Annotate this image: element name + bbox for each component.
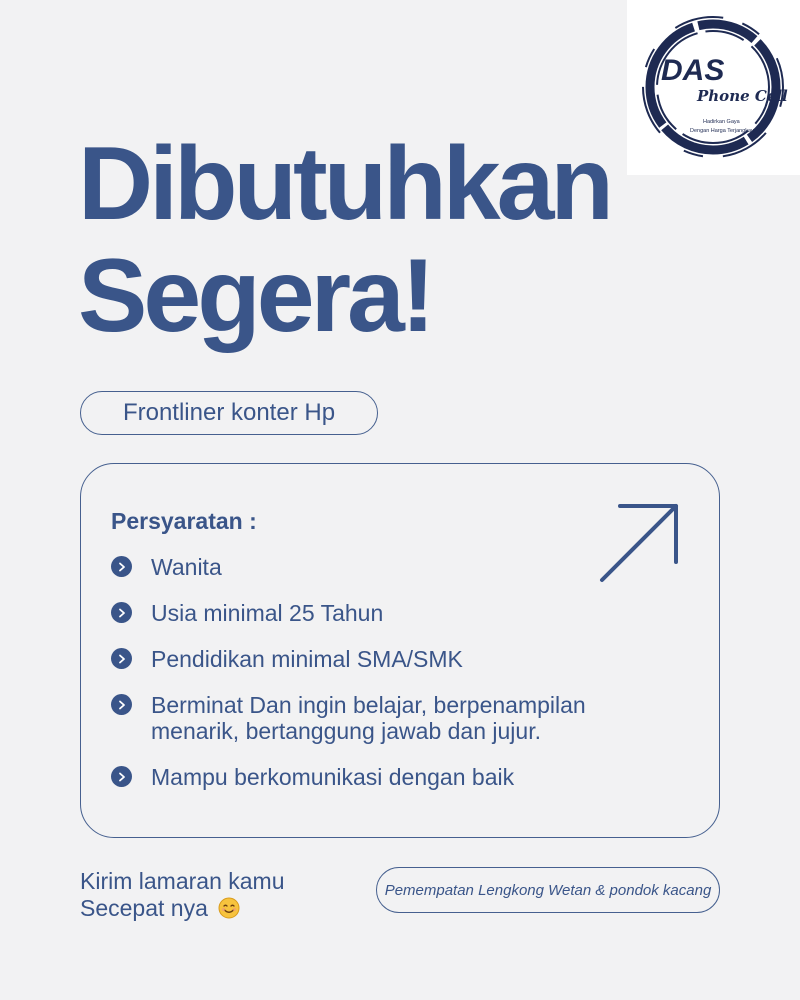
requirements-title: Persyaratan : — [111, 508, 257, 534]
list-item — [111, 764, 671, 790]
logo-brush-ring — [627, 0, 800, 175]
logo-tagline-1: Hadirkan Gaya — [703, 119, 740, 125]
smiling-face-icon — [218, 897, 240, 919]
requirements-card — [80, 463, 720, 838]
requirements-list — [111, 554, 671, 810]
chevron-right-icon — [111, 602, 132, 623]
chevron-right-icon — [111, 648, 132, 669]
requirement-text-continued: menarik, bertanggung jawab dan jujur. — [151, 718, 541, 744]
brand-logo — [627, 0, 800, 175]
apply-call-to-action — [80, 868, 285, 922]
page-headline — [78, 128, 610, 352]
list-item — [111, 600, 671, 626]
logo-brand: DAS — [661, 54, 725, 87]
cta-line-2: Secepat nya — [80, 895, 208, 921]
logo-tagline-2: Dengan Harga Terjangkau — [690, 128, 755, 134]
chevron-right-icon — [111, 556, 132, 577]
requirement-text: Mampu berkomunikasi dengan baik — [151, 764, 515, 790]
requirement-text: Wanita — [151, 554, 222, 580]
chevron-right-icon — [111, 766, 132, 787]
cta-line-1: Kirim lamaran kamu — [80, 868, 285, 894]
location-badge: Pemempatan Lengkong Wetan & pondok kacang — [376, 867, 720, 913]
requirement-text: Pendidikan minimal SMA/SMK — [151, 646, 463, 672]
list-item — [111, 554, 671, 580]
list-item — [111, 646, 671, 672]
headline-line-1: Dibutuhkan — [78, 126, 610, 242]
cta-line-2-wrapper — [80, 895, 285, 922]
requirement-text: Usia minimal 25 Tahun — [151, 600, 384, 626]
chevron-right-icon — [111, 694, 132, 715]
requirement-text: Berminat Dan ingin belajar, berpenampilan — [151, 692, 586, 718]
logo-subbrand: Phone Cell — [697, 87, 788, 105]
list-item — [111, 692, 671, 744]
position-badge: Frontliner konter Hp — [80, 391, 378, 435]
headline-line-2: Segera! — [78, 238, 432, 354]
